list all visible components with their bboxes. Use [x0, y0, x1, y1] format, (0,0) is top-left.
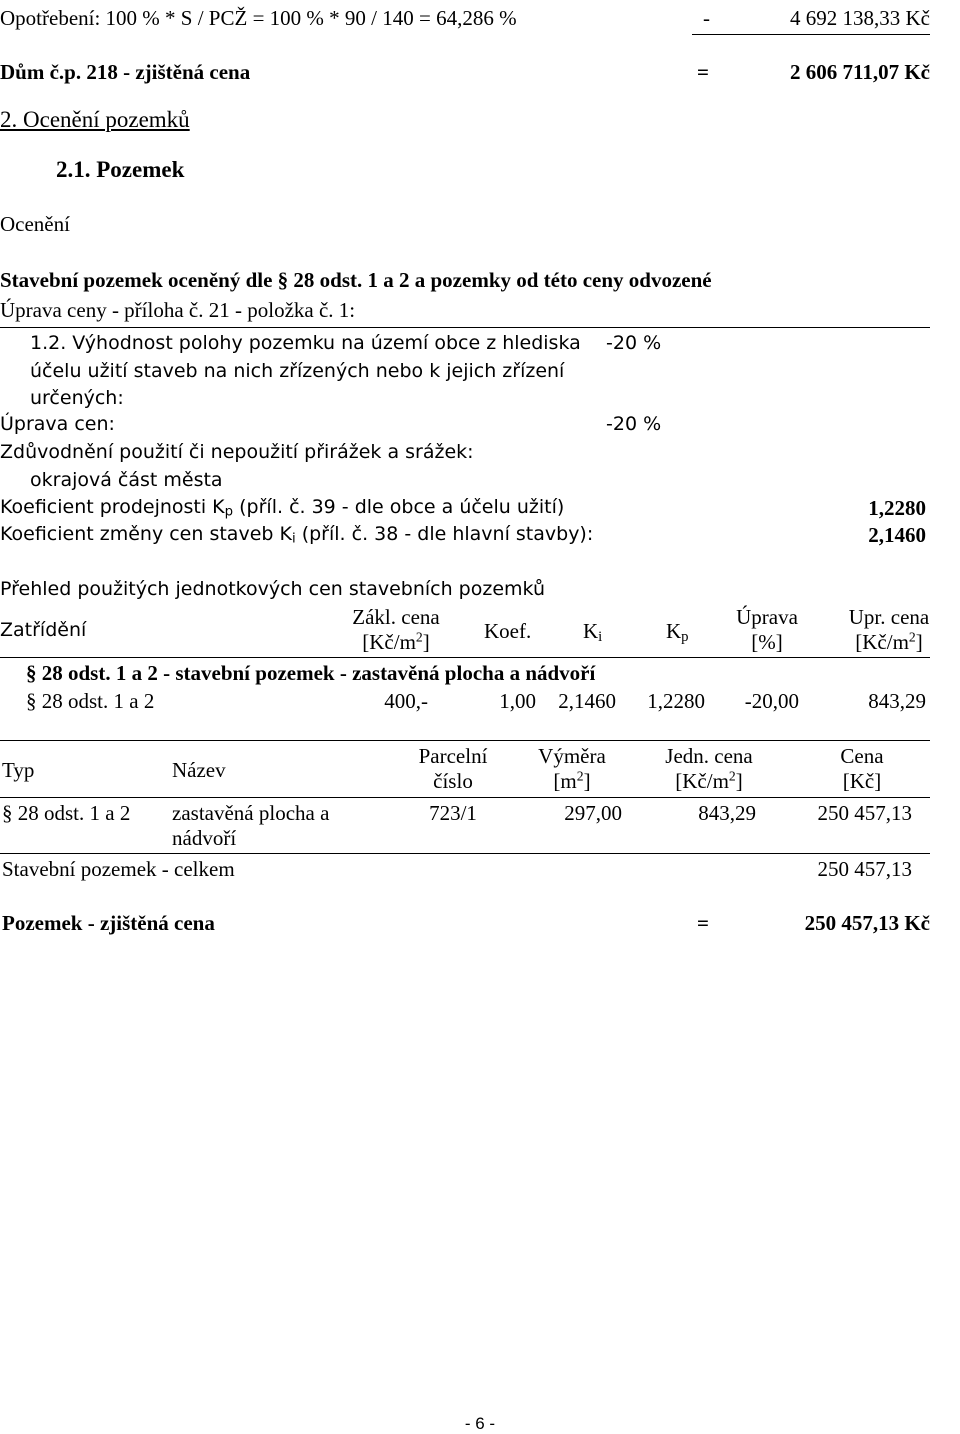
parcel-row-area: 297,00 [564, 801, 622, 825]
ki-label: Koeficient změny cen staveb $K_i$ (příl. č. 38 - dle hlavní stavby): [0, 523, 594, 547]
wear-value: 4 692 138,33 Kč [790, 6, 930, 30]
table-row-base-price: 400,- [384, 689, 428, 713]
land-price-value: 250 457,13 Kč [804, 911, 930, 935]
kp-label: Koeficient prodejnosti $K_p$ (příl. č. 39 - dle obce a účelu užití) [0, 496, 565, 520]
parcels-header-divider [0, 797, 930, 798]
adjustment-item-percent: -20 % [606, 332, 662, 354]
land-price-label: Pozemek - zjištěná cena [2, 911, 215, 935]
parcel-row-name: zastavěná plocha a nádvoří [172, 801, 330, 851]
house-price-label: Dům č.p. 218 - zjištěná cena [0, 60, 251, 84]
justification-label: Zdůvodnění použití či nepoužití přirážek a srážek: [0, 441, 474, 463]
parcels-total-label: Stavební pozemek - celkem [2, 857, 235, 881]
table-row-kp: 1,2280 [647, 689, 705, 713]
parcel-row-type: § 28 odst. 1 a 2 [2, 801, 131, 825]
parcels-top-divider [0, 740, 930, 741]
adjustment-item-line1: 1.2. Výhodnost polohy pozemku na území obce z hlediska [30, 332, 581, 354]
ki-value: 2,1460 [868, 523, 926, 547]
col-unit-price: Jedn. cena $[Kč/m^2]$ [665, 744, 753, 794]
col-kp: $K_p$ [666, 619, 689, 645]
col-area: Výměra $[m^2]$ [538, 744, 606, 794]
justification-text: okrajová část města [30, 469, 223, 491]
house-price-operator: = [697, 60, 709, 84]
wear-operator: - [703, 6, 710, 30]
summary-divider [692, 34, 930, 35]
col-base-price: Zákl. cena $[Kč/m^2]$ [352, 605, 440, 655]
col-name: Název [172, 758, 226, 782]
adjustment-item-line2: účelu užití staveb na nich zřízených nebo k jejich zřízení [30, 360, 565, 382]
adjustment-item-line3: určených: [30, 387, 124, 409]
valuation-heading: Ocenění [0, 212, 70, 236]
adjustment-divider [0, 327, 930, 328]
table-row-coef: 1,00 [499, 689, 536, 713]
unit-prices-group-label: § 28 odst. 1 a 2 - stavební pozemek - zastavěná plocha a nádvoří [26, 661, 596, 685]
col-adjustment: Úprava [%] [736, 605, 798, 655]
unit-prices-header-divider [0, 657, 930, 658]
section-subtitle: 2.1. Pozemek [56, 157, 185, 182]
land-price-operator: = [697, 911, 709, 935]
col-classification: Zatřídění [0, 619, 87, 641]
col-adjusted-price: Upr. cena $[Kč/m^2]$ [848, 605, 930, 655]
parcels-row-divider [0, 853, 930, 854]
house-price-value: 2 606 711,07 Kč [790, 60, 930, 84]
parcel-row-unit-price: 843,29 [698, 801, 756, 825]
section-title: 2. Ocenění pozemků [0, 107, 190, 132]
col-ki: $K_i$ [583, 619, 603, 645]
col-type: Typ [2, 758, 35, 782]
parcel-row-number: 723/1 [429, 801, 477, 825]
col-parcel-number: Parcelní číslo [418, 744, 488, 794]
table-row-adjusted-price: 843,29 [868, 689, 926, 713]
col-price: Cena [Kč] [840, 744, 884, 794]
unit-prices-title: Přehled použitých jednotkových cen stavebních pozemků [0, 578, 545, 600]
adjustment-total-percent: -20 % [606, 413, 662, 435]
adjustment-reference: Úprava ceny - příloha č. 21 - položka č. 1: [0, 298, 356, 322]
adjustment-total-label: Úprava cen: [0, 413, 115, 435]
parcels-total-value: 250 457,13 [817, 857, 912, 881]
table-row-classification: § 28 odst. 1 a 2 [26, 689, 155, 713]
col-coef: Koef. [484, 619, 532, 643]
page-number: - 6 - [464, 1414, 496, 1433]
table-row-ki: 2,1460 [558, 689, 616, 713]
kp-value: 1,2280 [868, 496, 926, 520]
parcel-row-price: 250 457,13 [817, 801, 912, 825]
table-row-adjustment: -20,00 [744, 689, 799, 713]
valuation-basis: Stavební pozemek oceněný dle § 28 odst. 1 a 2 a pozemky od této ceny odvozené [0, 268, 712, 292]
wear-label: Opotřebení: 100 % * S / PCŽ = 100 % * 90 / 140 = 64,286 % [0, 6, 517, 30]
